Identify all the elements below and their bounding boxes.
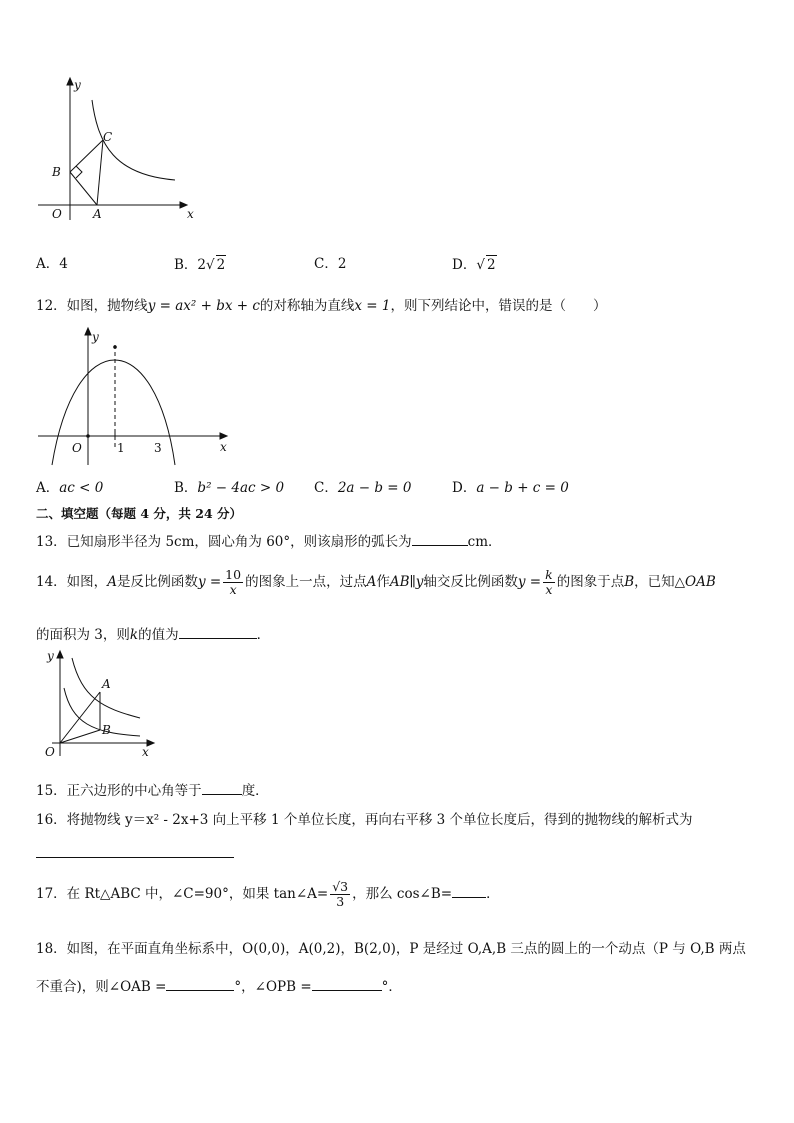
q12-eq-y: y [147, 298, 156, 314]
q12-label-1: 1 [117, 441, 125, 455]
q14-y: y [415, 574, 424, 590]
q15-answer-blank[interactable] [202, 780, 242, 795]
q16-text: 16．将抛物线 y＝x² - 2x+3 向上平移 1 个单位长度，再向右平移 3 个单位长度后，得到的抛物线的解析式为 [36, 812, 693, 828]
q11-option-c[interactable] [314, 255, 346, 273]
q12-origin-dot [86, 434, 90, 438]
q12-graph [30, 325, 240, 465]
q12-option-d[interactable] [452, 479, 569, 497]
q11-x-arrow [180, 202, 187, 208]
q14-k: k [129, 627, 139, 643]
q17-p2: ，那么 cos∠B= [352, 886, 453, 902]
q14-line2-b: 的值为 [138, 627, 179, 643]
q11-segment-ac [97, 140, 103, 205]
q11-option-b-root: 2 [216, 257, 226, 273]
q11-option-b[interactable]: B．2√ 2 [174, 257, 226, 273]
q14-p7: ，已知 [634, 574, 675, 590]
q11-right-angle-mark [76, 166, 82, 178]
q14-triangle: △OAB [674, 574, 716, 590]
q11-option-c-letter: C． [314, 256, 338, 272]
q17-num: √3 [332, 879, 349, 894]
q14-label-y: y [47, 649, 54, 663]
q12-label-y: y [92, 330, 99, 344]
q14-eq1-den: x [229, 582, 237, 597]
q14-eq1-num: 10 [225, 567, 242, 582]
q14-a: A [107, 574, 117, 590]
q12-option-c[interactable] [314, 479, 412, 497]
q14-label-o: O [45, 745, 55, 759]
q16-answer-blank[interactable] [36, 856, 234, 858]
q18-line1 [36, 940, 746, 958]
q11-label-o: O [52, 207, 62, 221]
q14-line2-a: 的面积为 3，则 [36, 627, 130, 643]
section-title-fill-blank: 二、填空题（每题 4 分，共 24 分） [36, 506, 243, 521]
q12-label-x: x [220, 440, 227, 454]
q14-p2: 是反比例函数 [116, 574, 198, 590]
q12-axis-eq: x = 1 [354, 298, 391, 314]
q12-vertex-dot [113, 345, 117, 349]
q14-eq2-lhs: y = [517, 574, 542, 590]
q11-option-b-value: 2 [197, 257, 207, 273]
q18-answer-blank-2[interactable] [312, 976, 382, 991]
q14-eq1-lhs: y = [197, 574, 222, 590]
q14-end: ． [256, 627, 271, 643]
q12-stem [36, 297, 607, 315]
q17-end: ． [486, 886, 500, 902]
q14-y-arrow [57, 651, 63, 658]
q15-unit: 度． [241, 783, 269, 799]
q14-p6: 的图象于点 [556, 574, 625, 590]
q17-p1: 17．在 Rt△ABC 中，∠C=90°，如果 tan∠A= [36, 886, 329, 902]
q12-y-arrow [85, 328, 91, 335]
q12-option-a[interactable] [36, 479, 103, 497]
q11-label-y: y [74, 78, 81, 92]
q13 [36, 531, 502, 551]
q12-eq-rhs: = ax² + bx + c [155, 298, 260, 314]
q12-option-c-letter: C． [314, 480, 338, 496]
q13-text: 13．已知扇形半径为 5cm，圆心角为 60°，则该扇形的弧长为 [36, 534, 412, 550]
q14-p1: 14．如图， [36, 574, 108, 590]
q11-label-b: B [52, 165, 61, 179]
q11-segment-bc [70, 140, 103, 172]
q15-text: 15．正六边形的中心角等于 [36, 783, 202, 799]
q11-option-c-value: 2 [337, 256, 347, 272]
q13-answer-blank[interactable] [412, 531, 468, 546]
q14-a2: A [366, 574, 377, 590]
q14-eq1-fraction [223, 568, 243, 597]
q14-label-b: B [102, 723, 111, 737]
q14-eq2-fraction [543, 568, 555, 597]
q11-option-a-value: 4 [59, 256, 68, 272]
q16 [36, 811, 693, 829]
q14-segment-ob [60, 730, 100, 743]
q14-p4: 作 [376, 574, 390, 590]
q11-option-d-root: 2 [486, 257, 496, 273]
q18-line2-a: 不重合)，则∠OAB = [36, 979, 167, 995]
q14-graph [32, 648, 162, 763]
q12-option-b[interactable] [174, 479, 284, 497]
q11-option-d-letter: D． [452, 257, 477, 273]
q18-line2-c: °． [381, 979, 402, 995]
q15 [36, 780, 269, 800]
q12-option-d-letter: D． [452, 480, 477, 496]
q12-option-a-letter: A． [36, 480, 60, 496]
q14-label-a: A [102, 677, 111, 691]
q11-option-b-letter: B． [174, 257, 198, 273]
q14-parallel: ∥ [409, 574, 416, 590]
q13-unit: cm． [467, 534, 502, 550]
q12-option-c-value: 2a − b = 0 [337, 480, 412, 496]
q12-option-b-letter: B． [174, 480, 198, 496]
q11-label-c: C [103, 130, 113, 144]
q18-line1-text: 18．如图，在平面直角坐标系中，O(0,0)，A(0,2)，B(2,0)，P 是经过 O,A,B 三点的圆上的一个动点（P 与 O,B 两点 [36, 941, 746, 957]
q11-y-arrow [67, 78, 73, 85]
q12-label-o: O [72, 441, 82, 455]
q18-line2-b: °，∠OPB = [234, 979, 312, 995]
q12-label-3: 3 [154, 441, 162, 455]
q12-mid: 的对称轴为直线 [259, 298, 355, 314]
q14-line1 [36, 568, 716, 597]
q14-ab: AB [389, 574, 410, 590]
q12-option-d-value: a − b + c = 0 [476, 480, 569, 496]
q14-eq2-num: k [545, 567, 553, 582]
q11-option-a[interactable] [36, 255, 68, 273]
q17-fraction [330, 880, 350, 909]
q11-segment-ab [70, 172, 97, 205]
q12-x-arrow [220, 433, 227, 439]
q12-tail: ，则下列结论中，错误的是（ ） [390, 298, 607, 314]
q18-answer-blank-1[interactable] [166, 976, 234, 991]
q12-option-b-value: b² − 4ac > 0 [197, 480, 285, 496]
q14-line2 [36, 624, 270, 644]
q14-b: B [624, 574, 635, 590]
q14-segment-oa [60, 692, 100, 743]
q17-den: 3 [336, 894, 345, 909]
q14-label-x: x [142, 745, 149, 759]
q11-option-d[interactable]: D．√ 2 [452, 257, 496, 273]
q14-p5: 轴交反比例函数 [423, 574, 518, 590]
q11-graph [30, 75, 200, 225]
q11-label-x: x [187, 207, 194, 221]
q17 [36, 880, 500, 909]
q14-answer-blank[interactable] [179, 624, 257, 639]
q11-label-a: A [93, 207, 102, 221]
q18-line2 [36, 976, 402, 996]
q14-eq2-den: x [545, 582, 553, 597]
q12-option-a-value: ac < 0 [59, 480, 104, 496]
q14-p3: 的图象上一点，过点 [245, 574, 367, 590]
q11-option-a-letter: A． [36, 256, 60, 272]
q17-answer-blank[interactable] [452, 883, 486, 898]
q12-number: 12．如图，抛物线 [36, 298, 148, 314]
